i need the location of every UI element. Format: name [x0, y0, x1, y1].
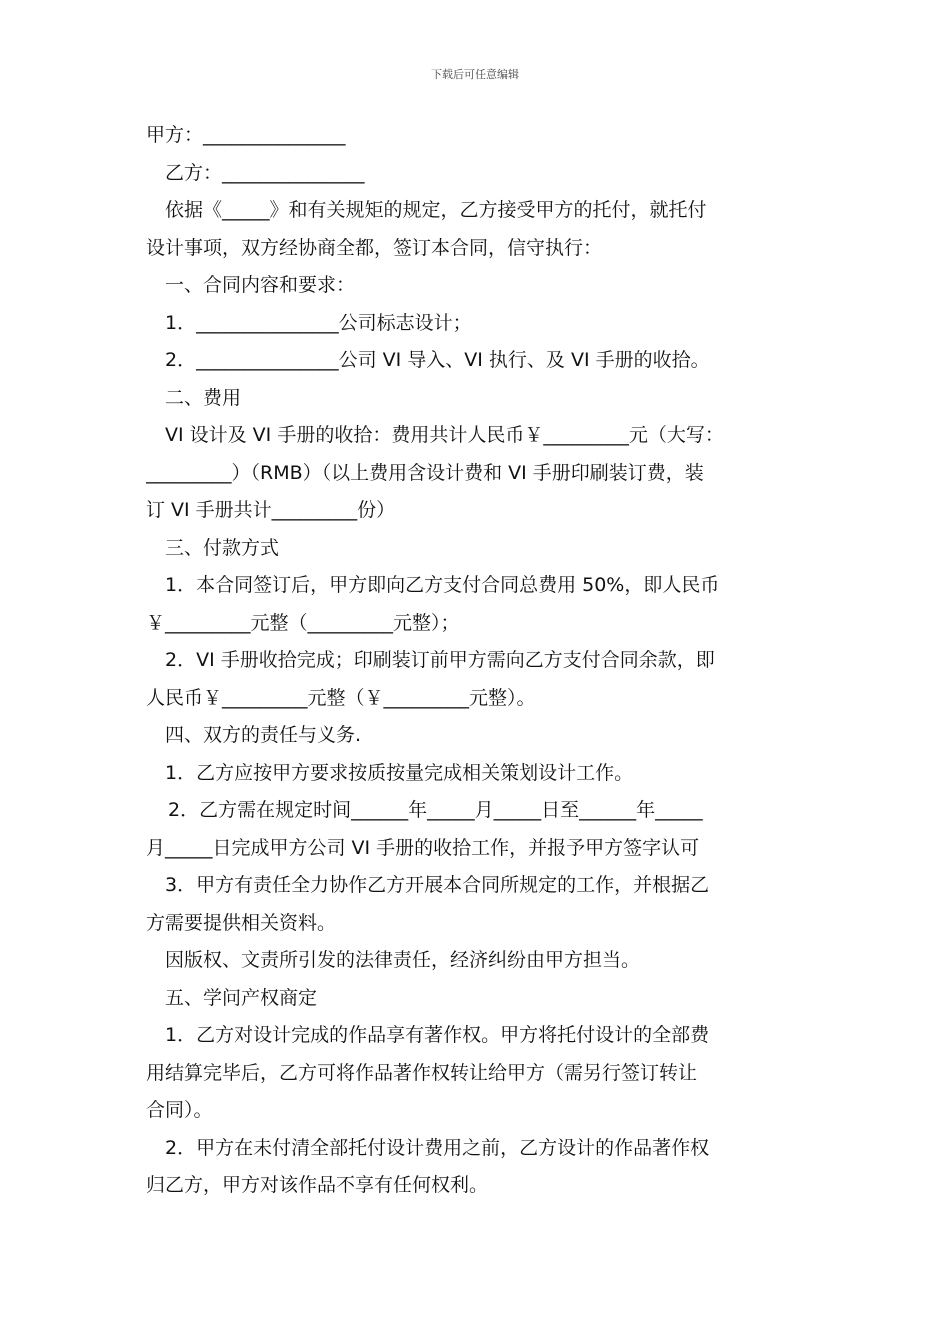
text-line: 用结算完毕后，乙方可将作品著作权转让给甲方（需另行签订转让 — [146, 1061, 698, 1084]
text-line: 三、付款方式 — [165, 536, 280, 559]
text-line: 人民币￥_________元整（￥_________元整）。 — [146, 686, 536, 709]
text-line: 二、费用 — [165, 386, 242, 409]
text-line: 2．_______________公司 VI 导入、VI 执行、及 VI 手册的收拾。 — [165, 349, 710, 371]
text-line: 设计事项，双方经协商全都，签订本合同，信守执行： — [146, 236, 603, 259]
text-line: 四、双方的责任与义务. — [165, 724, 362, 746]
text-line: 一、合同内容和要求： — [165, 274, 356, 296]
text-line: 依据《_____》和有关规矩的规定，乙方接受甲方的托付，就托付 — [165, 199, 707, 221]
text-line: 五、学问产权商定 — [165, 986, 318, 1009]
text-line: 1．本合同签订后，甲方即向乙方支付合同总费用 50%，即人民币 — [165, 574, 720, 596]
text-line: 1．乙方对设计完成的作品享有著作权。甲方将托付设计的全部费 — [165, 1024, 710, 1046]
text-line: _________）（RMB）（以上费用含设计费和 VI 手册印刷装订费，装 — [146, 461, 704, 484]
page-header: 下载后可任意编辑 — [431, 68, 519, 81]
text-line: 1．乙方应按甲方要求按质按量完成相关策划设计工作。 — [165, 761, 634, 784]
text-line: VI 设计及 VI 手册的收拾：费用共计人民币￥_________元（大写： — [165, 424, 724, 446]
text-line: 归乙方，甲方对该作品不享有任何权利。 — [146, 1174, 489, 1196]
text-line: 合同）。 — [146, 1099, 213, 1121]
text-line: 1．_______________公司标志设计； — [165, 311, 472, 334]
text-line: 方需要提供相关资料。 — [146, 911, 337, 934]
text-line: 甲方：_______________ — [146, 124, 346, 146]
text-line: 乙方：_______________ — [165, 161, 365, 184]
text-line: 2．VI 手册收拾完成；印刷装订前甲方需向乙方支付合同余款，即 — [165, 649, 715, 671]
text-line: 2．甲方在未付清全部托付设计费用之前，乙方设计的作品著作权 — [165, 1136, 710, 1159]
text-line: 3．甲方有责任全力协作乙方开展本合同所规定的工作，并根据乙 — [165, 874, 710, 896]
text-line: 因版权、文责所引发的法律责任，经济纠纷由甲方担当。 — [165, 949, 641, 971]
text-line: 月_____日完成甲方公司 VI 手册的收拾工作，并报予甲方签字认可 — [146, 836, 700, 859]
text-line: 订 VI 手册共计_________份） — [146, 499, 396, 521]
text-line: ￥_________元整（_________元整）； — [146, 611, 460, 634]
contract-body — [146, 117, 816, 1205]
text-line: 2．乙方需在规定时间______年_____月_____日至______年_____ — [168, 799, 703, 821]
